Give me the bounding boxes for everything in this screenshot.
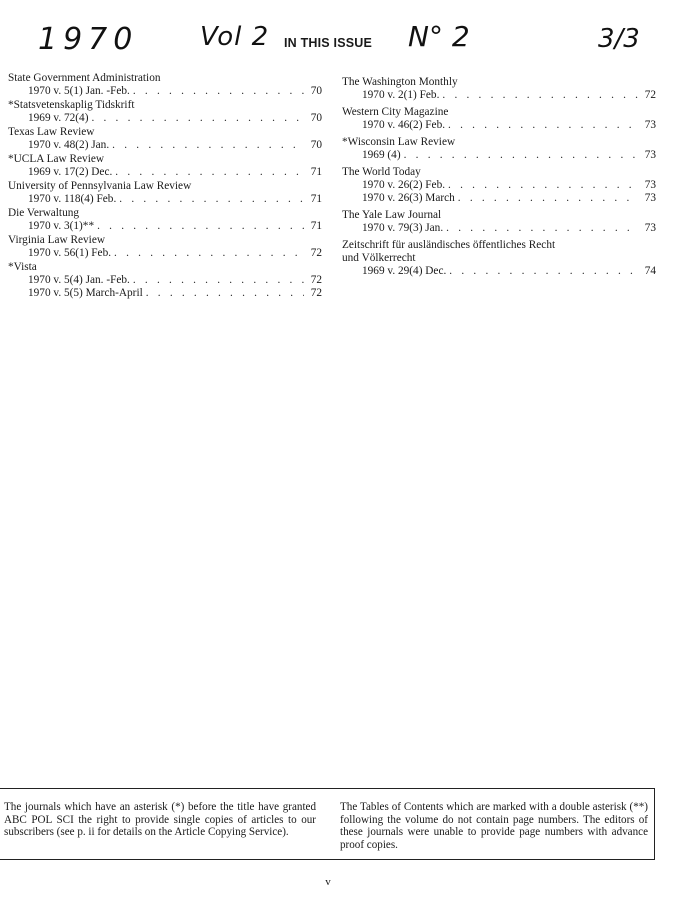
issue-text: 1969 v. 17(2) Dec. xyxy=(28,166,113,178)
issue-text: 1970 v. 48(2) Jan. xyxy=(28,139,110,151)
left-column xyxy=(8,72,322,301)
issue-line xyxy=(8,85,322,98)
leader-dots xyxy=(91,112,304,125)
journal-title: *Vista xyxy=(8,261,37,273)
leader-dots xyxy=(449,265,638,278)
page-ref: 70 xyxy=(310,112,322,124)
issue-line xyxy=(342,119,656,132)
journal-title: The Washington Monthly xyxy=(342,76,458,88)
page-ref: 73 xyxy=(644,149,656,161)
journal-entry xyxy=(342,76,656,102)
leader-dots xyxy=(146,287,304,300)
issue-line xyxy=(8,166,322,179)
issue-text: 1969 v. 29(4) Dec. xyxy=(362,265,447,277)
issue-line xyxy=(8,139,322,152)
journal-title: Zeitschrift für ausländisches öffentliches Recht xyxy=(342,239,556,251)
journal-title: *Wisconsin Law Review xyxy=(342,136,456,148)
page-ref: 71 xyxy=(310,220,322,232)
journal-entry xyxy=(342,136,656,162)
issue-line xyxy=(342,149,656,162)
page-ref: 72 xyxy=(310,287,322,299)
leader-dots xyxy=(442,89,638,102)
page-ref: 74 xyxy=(644,265,656,277)
issue-line xyxy=(8,287,322,300)
notice-box xyxy=(0,788,655,860)
leader-dots xyxy=(97,220,304,233)
journal-title: Die Verwaltung xyxy=(8,207,80,219)
issue-line xyxy=(8,193,322,206)
leader-dots xyxy=(115,166,304,179)
journal-title: The World Today xyxy=(342,166,421,178)
issue-text: 1969 v. 72(4) xyxy=(28,112,89,124)
issue-text: 1970 v. 56(1) Feb. xyxy=(28,247,112,259)
journal-title: Virginia Law Review xyxy=(8,234,105,246)
issue-text: 1970 v. 118(4) Feb. xyxy=(28,193,117,205)
issue-line xyxy=(342,179,656,192)
page-ref: 73 xyxy=(644,179,656,191)
issue-line xyxy=(8,247,322,260)
issue-line xyxy=(342,265,656,278)
page-ref: 73 xyxy=(644,192,656,204)
page-ref: 72 xyxy=(310,247,322,259)
asterisk-note: The journals which have an asterisk (*) before the title have granted ABC POL SCI the right to provide single copies of articles to our subscribers (see p. ii for details on the Article Copying Service). xyxy=(4,801,316,839)
leader-dots xyxy=(446,222,638,235)
page-ref: 70 xyxy=(310,139,322,151)
journal-entry xyxy=(8,126,322,152)
page-ref: 72 xyxy=(644,89,656,101)
leader-dots xyxy=(114,247,304,260)
page-title: IN THIS ISSUE xyxy=(284,36,373,50)
leader-dots xyxy=(448,179,638,192)
issue-line xyxy=(342,89,656,102)
journal-title: The Yale Law Journal xyxy=(342,209,442,221)
issue-text: 1970 v. 5(5) March-April xyxy=(28,287,143,299)
leader-dots xyxy=(133,85,304,98)
page-ref: 71 xyxy=(310,166,322,178)
journal-title: *UCLA Law Review xyxy=(8,153,105,165)
journal-entry xyxy=(8,99,322,125)
journal-entry xyxy=(8,72,322,98)
header xyxy=(0,18,678,68)
issue-text: 1970 v. 26(3) March xyxy=(362,192,455,204)
page-number: v xyxy=(325,876,331,888)
journal-entry xyxy=(342,166,656,205)
journal-entry xyxy=(8,180,322,206)
issue-line xyxy=(8,112,322,125)
journal-entry xyxy=(342,209,656,235)
handwritten-number: N° 2 xyxy=(408,20,470,53)
issue-text: 1970 v. 2(1) Feb. xyxy=(362,89,440,101)
journal-entry xyxy=(8,207,322,233)
issue-text: 1969 (4) xyxy=(362,149,401,161)
page-ref: 72 xyxy=(310,274,322,286)
page-ref: 70 xyxy=(310,85,322,97)
handwritten-fraction: 3/3 xyxy=(598,24,640,54)
leader-dots xyxy=(119,193,304,206)
issue-line xyxy=(342,192,656,205)
journal-title-continued: und Völkerrecht xyxy=(342,252,416,264)
journal-entry xyxy=(8,234,322,260)
handwritten-volume: Vol 2 xyxy=(200,22,270,52)
issue-text: 1970 v. 79(3) Jan. xyxy=(362,222,444,234)
journal-entry xyxy=(342,106,656,132)
issue-line xyxy=(8,220,322,233)
page-ref: 73 xyxy=(644,119,656,131)
issue-text: 1970 v. 26(2) Feb. xyxy=(362,179,446,191)
journal-entry xyxy=(342,239,656,278)
journal-title: Western City Magazine xyxy=(342,106,449,118)
issue-line xyxy=(342,222,656,235)
issue-text: 1970 v. 3(1)** xyxy=(28,220,95,232)
leader-dots xyxy=(133,274,304,287)
issue-text: 1970 v. 46(2) Feb. xyxy=(362,119,446,131)
journal-entry xyxy=(8,261,322,300)
issue-text: 1970 v. 5(1) Jan. -Feb. xyxy=(28,85,130,97)
page-ref: 71 xyxy=(310,193,322,205)
journal-title: University of Pennsylvania Law Review xyxy=(8,180,192,192)
leader-dots xyxy=(458,192,638,205)
leader-dots xyxy=(404,149,638,162)
page-ref: 73 xyxy=(644,222,656,234)
journal-title: *Statsvetenskaplig Tidskrift xyxy=(8,99,135,111)
issue-line xyxy=(8,274,322,287)
issue-text: 1970 v. 5(4) Jan. -Feb. xyxy=(28,274,130,286)
handwritten-year: 1970 xyxy=(38,22,139,57)
journal-title: State Government Administration xyxy=(8,72,161,84)
journal-title: Texas Law Review xyxy=(8,126,95,138)
right-column xyxy=(342,72,656,279)
double-asterisk-note: The Tables of Contents which are marked with a double asterisk (**) following the volume do not contain page numbers. The editors of these journals were unable to provide page numbers with advance proof copies. xyxy=(340,801,648,851)
journal-entry xyxy=(8,153,322,179)
leader-dots xyxy=(112,139,304,152)
leader-dots xyxy=(448,119,638,132)
